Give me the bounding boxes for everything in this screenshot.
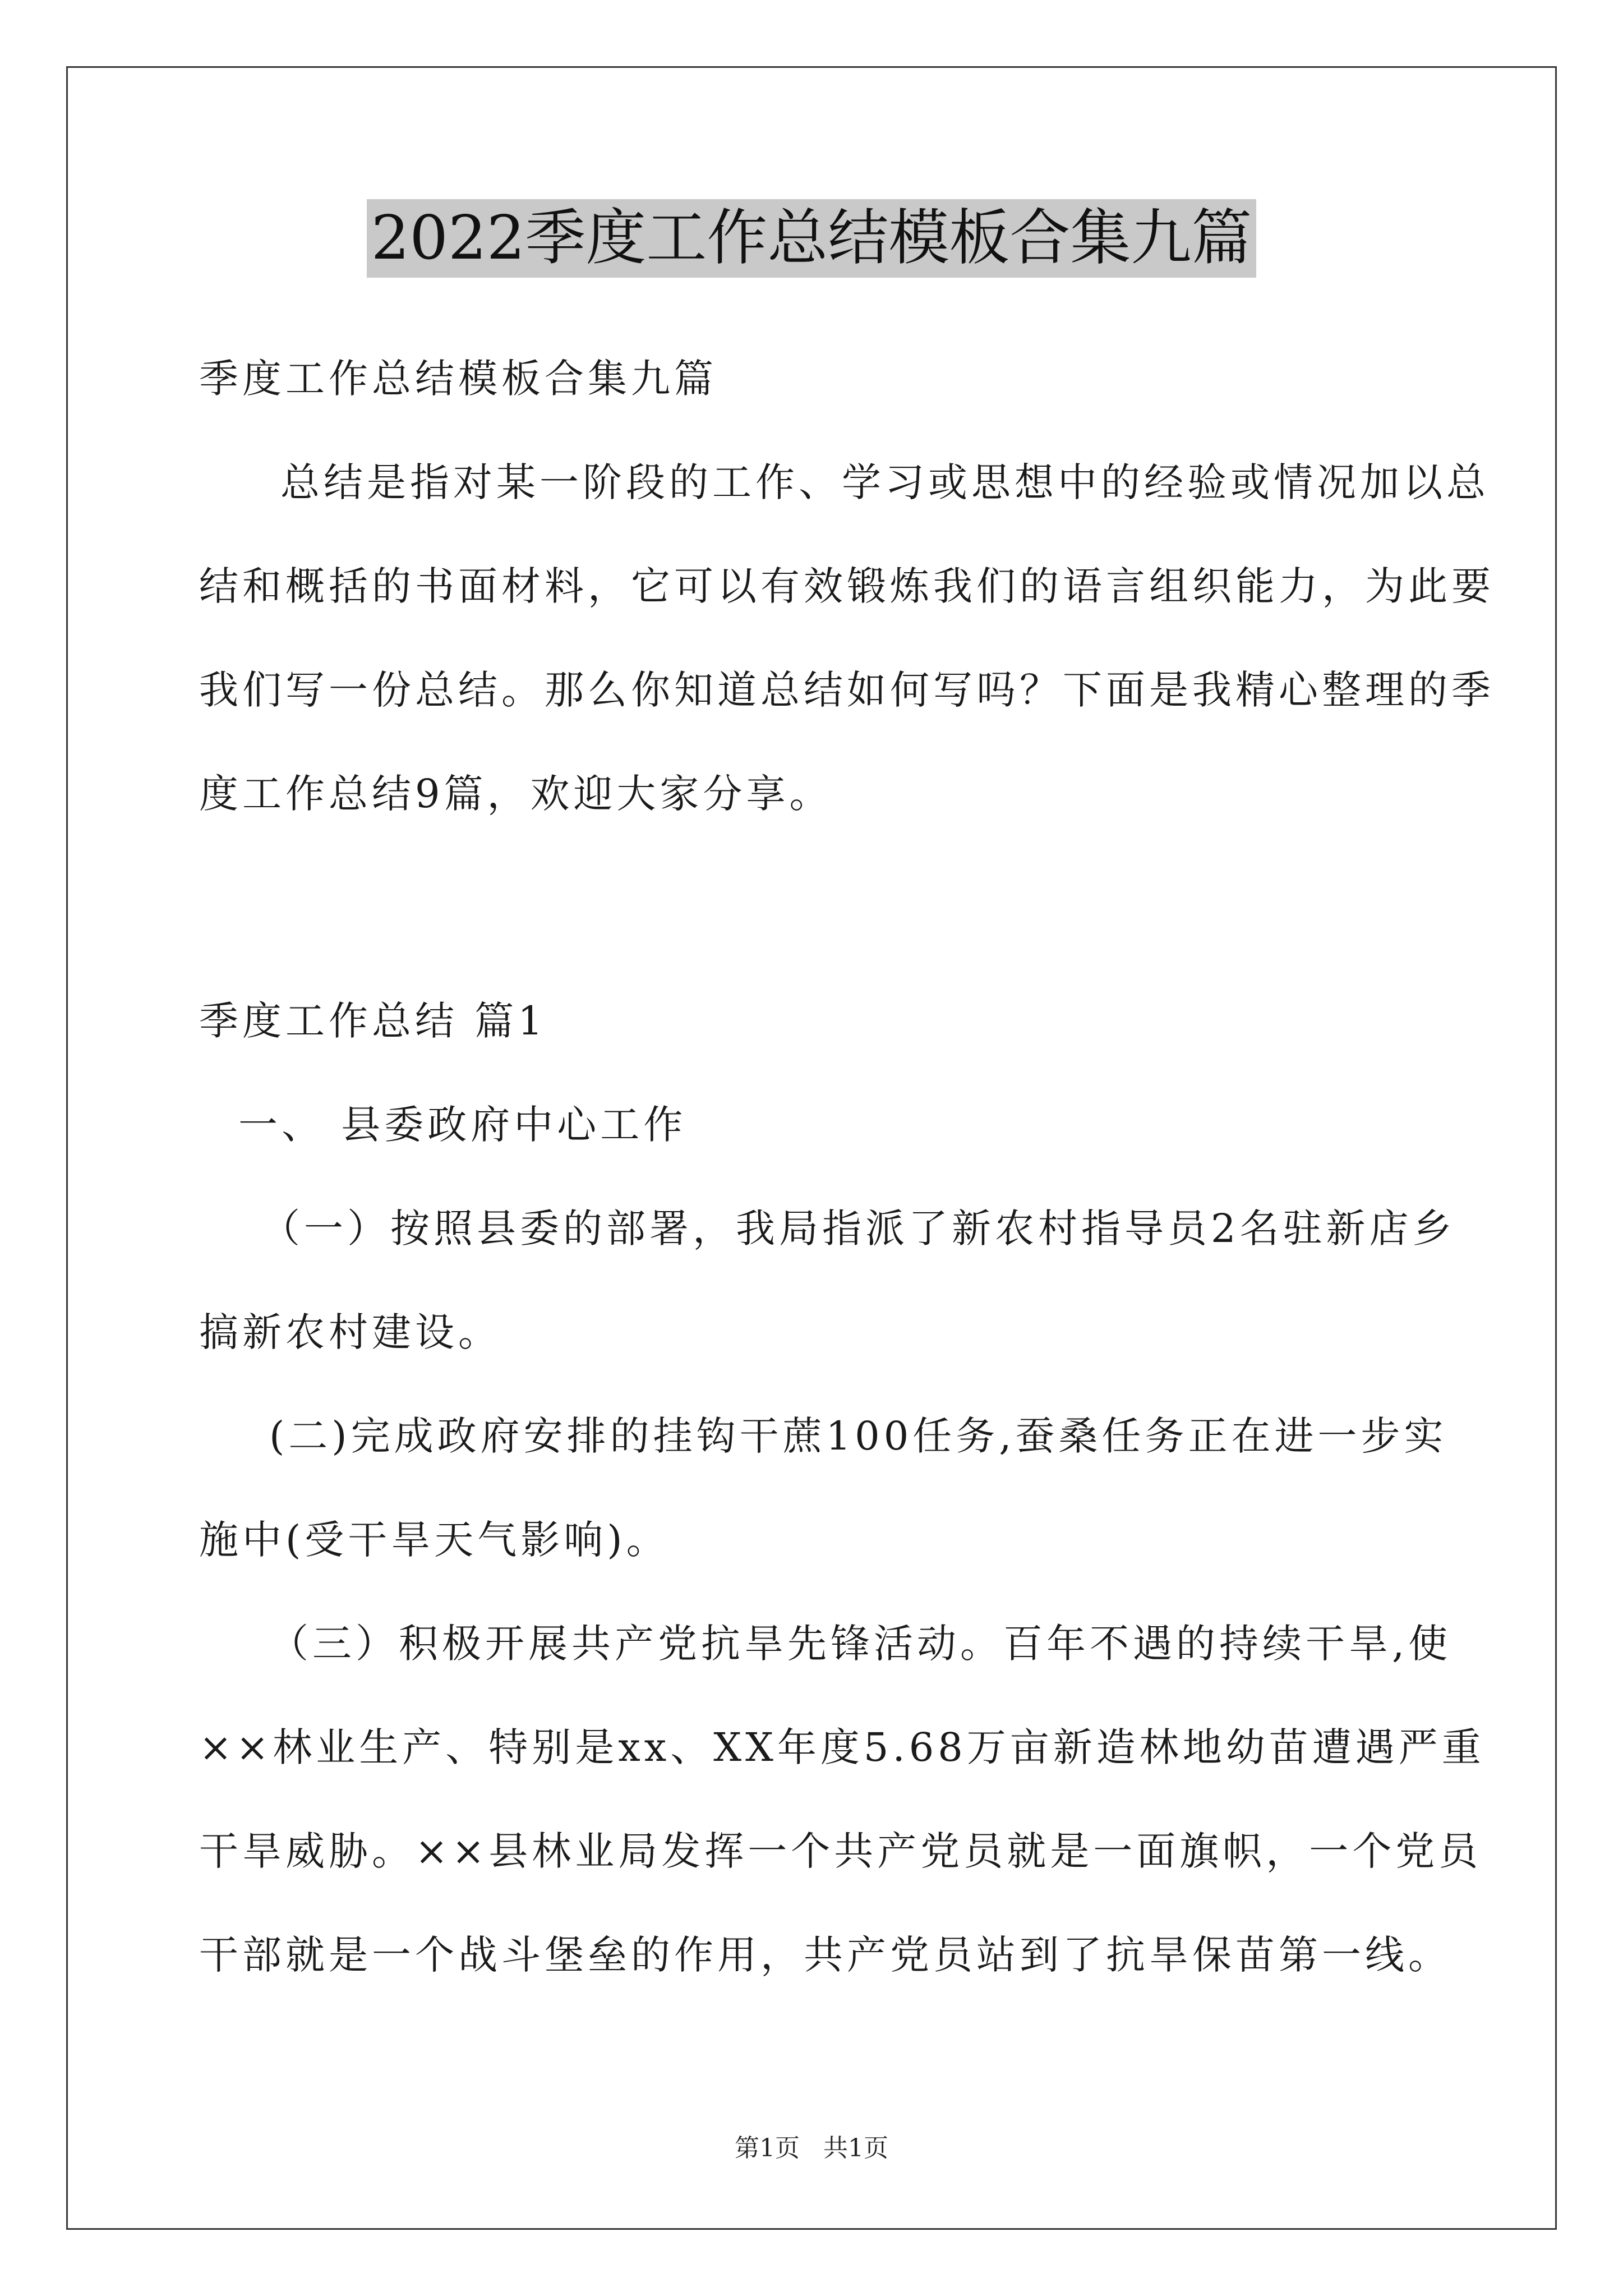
paragraph-line: 施中(受干旱天气影响)。 [199, 1517, 670, 1563]
paragraph-line: 搞新农村建设。 [199, 1309, 501, 1355]
paragraph-line: （三）积极开展共产党抗旱先锋活动。百年不遇的持续干旱,使 [269, 1621, 1452, 1667]
paragraph-line: 总结是指对某一阶段的工作、学习或思想中的经验或情况加以总 [280, 459, 1490, 505]
paragraph-line: 干旱威胁。××县林业局发挥一个共产党员就是一面旗帜，一个党员 [199, 1828, 1482, 1874]
subsection-heading: 一、 县委政府中心工作 [238, 1102, 687, 1148]
page-number: 第1页 [735, 2134, 800, 2162]
section-heading: 季度工作总结 篇1 [199, 998, 547, 1044]
page-total: 共1页 [823, 2134, 888, 2162]
paragraph-line: （一）按照县委的部署，我局指派了新农村指导员2名驻新店乡 [261, 1205, 1456, 1251]
paragraph-line: (二)完成政府安排的挂钩干蔗100任务,蚕桑任务正在进一步实 [269, 1413, 1447, 1459]
paragraph-line: 我们写一份总结。那么你知道总结如何写吗？下面是我精心整理的季 [199, 667, 1495, 713]
document-title: 2022季度工作总结模板合集九篇 [367, 199, 1257, 278]
paragraph-line: ××林业生产、特别是xx、XX年度5.68万亩新造林地幼苗遭遇严重 [199, 1724, 1485, 1770]
page-footer [0, 2132, 1623, 2165]
paragraph-line: 干部就是一个战斗堡垒的作用，共产党员站到了抗旱保苗第一线。 [199, 1932, 1451, 1978]
title-container [0, 199, 1623, 278]
paragraph-line: 度工作总结9篇，欢迎大家分享。 [199, 771, 833, 817]
subtitle-line: 季度工作总结模板合集九篇 [199, 356, 717, 402]
paragraph-line: 结和概括的书面材料，它可以有效锻炼我们的语言组织能力，为此要 [199, 563, 1495, 609]
